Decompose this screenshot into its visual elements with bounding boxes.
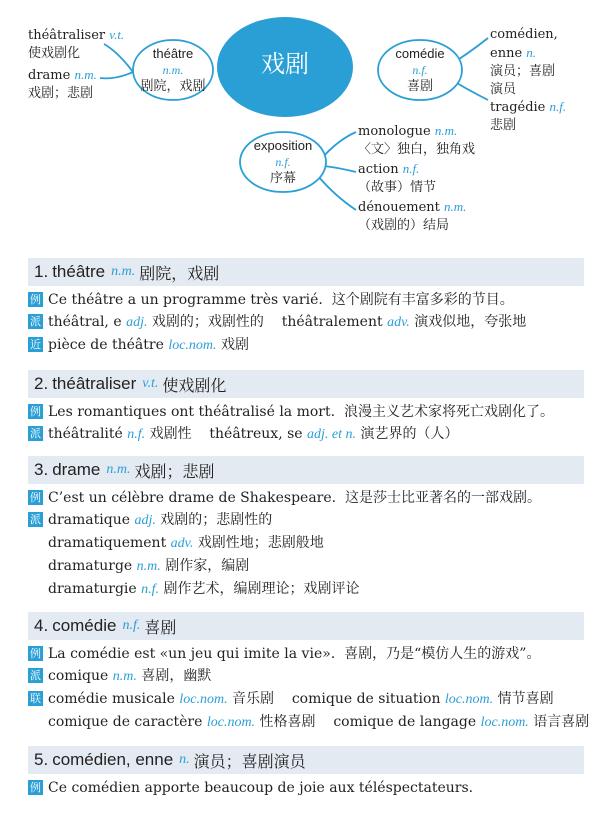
pos-tag: loc.nom. — [444, 692, 494, 707]
entry-headword: théâtraliser — [52, 374, 137, 393]
line-text: 喜剧，幽默 — [136, 668, 212, 684]
line-text: théâtral, e — [48, 314, 127, 330]
pos-tag: loc.nom. — [480, 715, 529, 730]
entry-heading — [28, 746, 584, 774]
line-text: Ce comédien apporte beaucoup de joie aux téléspectateurs. — [48, 780, 474, 796]
left-item-pos: n.m. — [74, 67, 97, 82]
entry-line — [28, 334, 584, 357]
right-item-word-suffix: enne — [490, 46, 523, 61]
label-badge: 派 — [30, 513, 41, 526]
node-pos: n.f. — [412, 63, 428, 77]
line-text: dramatiquement — [48, 535, 171, 551]
entry-line — [28, 311, 584, 334]
entry-section-3 — [28, 456, 584, 601]
pos-tag: adv. — [387, 315, 410, 330]
connector-theatre — [100, 72, 133, 78]
node-meaning: 剧院，戏剧 — [140, 78, 206, 93]
entry-section-5 — [28, 746, 584, 799]
line-text: comique de caractère — [48, 714, 207, 730]
bottom-item-pos: n.m. — [444, 199, 467, 214]
connector-expo-1 — [322, 132, 356, 158]
line-text: 戏剧的；悲剧性的 — [155, 512, 273, 528]
entry-number: 5. — [34, 750, 49, 769]
entry-meaning: 使戏剧化 — [162, 375, 227, 395]
left-item-word: théâtraliser — [28, 28, 106, 43]
entry-headword: théâtre — [52, 262, 106, 281]
right-item-comedien — [490, 26, 558, 99]
pos-tag: n.f. — [127, 427, 146, 442]
bottom-item-denouement — [358, 198, 466, 235]
pos-tag: n.m. — [112, 669, 137, 684]
entry-line — [28, 509, 584, 532]
entry-meaning: 喜剧 — [144, 617, 177, 637]
line-text: Ce théâtre a un programme très varié. 这个剧院有丰富多彩的节目。 — [48, 292, 514, 308]
right-item-word: comédien, — [490, 27, 558, 42]
entry-pos: n.m. — [111, 264, 136, 279]
bottom-item-pos: n.m. — [434, 123, 458, 138]
line-text: théâtralité — [48, 426, 128, 442]
entry-pos: n. — [179, 752, 190, 767]
line-text: 戏剧性 théâtreux, se — [145, 426, 308, 442]
entry-line — [28, 643, 584, 665]
line-text: comédie musicale — [48, 691, 180, 707]
line-text: 性格喜剧 comique de langage — [255, 714, 481, 730]
entry-line — [28, 532, 584, 555]
node-exposition — [240, 138, 326, 186]
node-comedie — [378, 46, 462, 94]
right-item-meaning: 演员；喜剧 — [490, 64, 556, 79]
bottom-item-word: monologue — [358, 124, 431, 139]
bottom-item-meaning: （戏剧的）结局 — [358, 218, 450, 233]
entry-line — [28, 711, 590, 734]
pos-tag: adj. — [126, 315, 148, 330]
entry-number: 4. — [34, 616, 49, 635]
entry-section-4 — [28, 612, 590, 734]
label-badge: 例 — [30, 647, 41, 660]
pos-tag: loc.nom. — [168, 338, 217, 353]
center-node-label: 戏剧 — [261, 50, 309, 78]
line-text: 语言喜剧 — [528, 714, 590, 730]
left-item-drame — [28, 66, 97, 103]
pos-tag: n.f. — [141, 582, 160, 597]
line-text: Les romantiques ont théâtralisé la mort. 浪漫主义艺术家将死亡戏剧化了。 — [48, 404, 554, 420]
line-text: La comédie est «un jeu qui imite la vie». 喜剧，乃是“模仿人生的游戏”。 — [48, 646, 541, 662]
node-word: exposition — [253, 138, 313, 153]
pos-tag: adj. — [134, 513, 156, 528]
label-badge: 派 — [30, 315, 41, 328]
entry-pos: v.t. — [142, 376, 159, 391]
entry-meaning: 剧院，戏剧 — [139, 263, 220, 283]
node-pos: n.m. — [162, 63, 184, 77]
entry-line — [28, 777, 584, 799]
entry-heading — [28, 612, 584, 640]
entry-line — [28, 578, 584, 601]
line-text: 戏剧性地；悲剧般地 — [193, 535, 324, 551]
mindmap — [0, 0, 616, 250]
node-pos: n.f. — [275, 155, 291, 169]
pos-tag: adj. et n. — [307, 427, 357, 442]
entry-headword: drame — [52, 460, 101, 479]
entry-line — [28, 555, 584, 578]
bottom-item-meaning: （故事）情节 — [358, 180, 437, 195]
entry-heading — [28, 370, 584, 398]
bottom-item-word: action — [358, 162, 399, 177]
entry-section-2 — [28, 370, 584, 446]
entry-heading — [28, 258, 584, 286]
entry-line — [28, 401, 584, 423]
pos-tag: loc.nom. — [179, 692, 228, 707]
right-item-meaning: 悲剧 — [490, 118, 517, 133]
bottom-item-meaning: 〈文〉独白，独角戏 — [358, 142, 476, 157]
line-text: comique — [48, 668, 113, 684]
entry-pos: n.m. — [106, 462, 131, 477]
left-item-meaning: 戏剧；悲剧 — [28, 86, 94, 101]
entry-heading — [28, 456, 584, 484]
label-badge: 近 — [30, 338, 41, 351]
bottom-item-monologue — [358, 122, 475, 159]
bottom-item-action — [358, 160, 436, 197]
label-badge: 联 — [30, 692, 41, 705]
connector-expo-2 — [324, 166, 356, 172]
right-item-meaning-cont: 演员 — [490, 82, 517, 97]
node-word: comédie — [395, 46, 445, 61]
label-badge: 例 — [30, 293, 41, 306]
line-text: 情节喜剧 — [493, 691, 554, 707]
line-text: dramaturge — [48, 558, 137, 574]
entry-pos: n.f. — [122, 618, 141, 633]
entry-line — [28, 289, 584, 311]
line-text: C’est un célèbre drame de Shakespeare. 这是莎士比亚著名的一部戏剧。 — [48, 490, 542, 506]
left-item-word: drame — [28, 68, 71, 83]
line-text: 音乐剧 comique de situation — [227, 691, 445, 707]
right-item-word: tragédie — [490, 100, 546, 115]
right-item-tragedie — [490, 98, 566, 135]
label-badge: 派 — [30, 427, 41, 440]
node-meaning: 喜剧 — [406, 78, 433, 93]
entry-meaning: 演员；喜剧演员 — [193, 751, 306, 771]
entry-line — [28, 487, 584, 509]
label-badge: 例 — [30, 781, 41, 794]
entry-number: 1. — [34, 262, 49, 281]
pos-tag: n.m. — [136, 559, 161, 574]
entry-number: 3. — [34, 460, 49, 479]
entry-line — [28, 423, 584, 446]
pos-tag: loc.nom. — [206, 715, 256, 730]
bottom-item-pos: n.f. — [402, 161, 420, 176]
line-text: dramaturgie — [48, 581, 142, 597]
line-text: 演戏似地，夸张地 — [409, 314, 527, 330]
label-badge: 派 — [30, 669, 41, 682]
node-word: théâtre — [152, 46, 194, 61]
line-text: 剧作家，编剧 — [160, 558, 250, 574]
node-theatre — [133, 46, 213, 94]
entry-headword: comédie — [52, 616, 117, 635]
entry-headword: comédien, enne — [52, 750, 174, 769]
line-text: 戏剧的；戏剧性的 théâtralement — [147, 314, 388, 330]
left-item-theatraliser — [28, 26, 124, 63]
node-meaning: 序幕 — [269, 170, 296, 185]
entry-section-1 — [28, 258, 584, 357]
right-item-pos: n. — [526, 45, 537, 60]
entry-line — [28, 665, 584, 688]
left-item-meaning: 使戏剧化 — [28, 46, 81, 61]
pos-tag: adv. — [170, 536, 194, 551]
line-text: pièce de théâtre — [48, 337, 169, 353]
entry-number: 2. — [34, 374, 49, 393]
line-text: 剧作艺术，编剧理论；戏剧评论 — [159, 581, 360, 597]
label-badge: 例 — [30, 405, 41, 418]
line-text: 演艺界的（人） — [356, 426, 459, 442]
line-text: 戏剧 — [216, 337, 249, 353]
entry-meaning: 戏剧；悲剧 — [134, 461, 215, 481]
line-text: dramatique — [48, 512, 135, 528]
bottom-item-word: dénouement — [358, 200, 440, 215]
entry-line — [28, 688, 584, 711]
label-badge: 例 — [30, 491, 41, 504]
left-item-pos: v.t. — [109, 27, 125, 42]
right-item-pos: n.f. — [549, 99, 567, 114]
